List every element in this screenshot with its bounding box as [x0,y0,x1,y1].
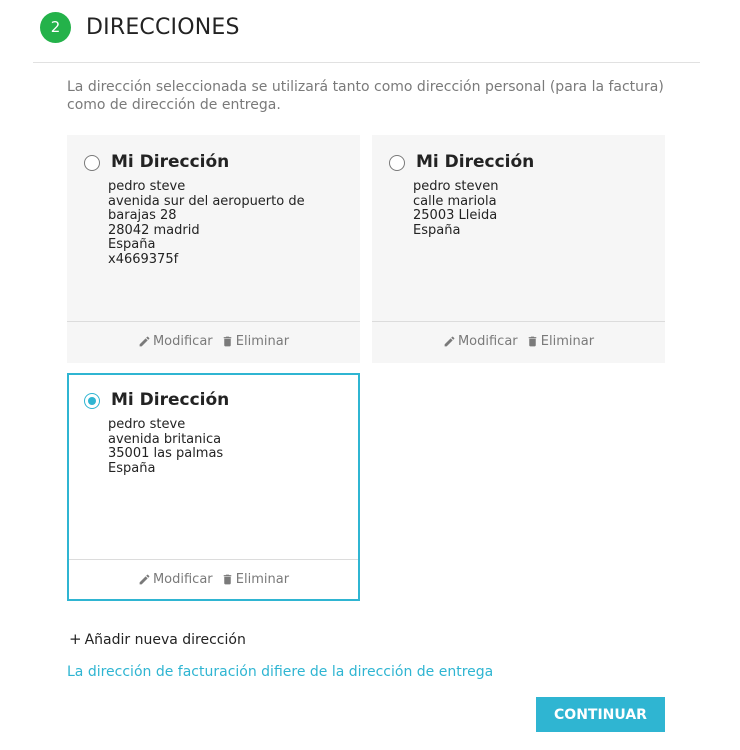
address-line: x4669375f [108,251,179,267]
address-line: España [108,237,156,252]
delete-label: Eliminar [235,334,290,349]
header-divider [33,62,700,63]
address-alias: Mi Dirección [416,152,535,172]
trash-icon [221,573,234,586]
address-lines [413,180,643,238]
address-line: avenida sur del aeropuerto de [108,193,305,209]
pencil-icon [138,335,151,348]
address-line: 35001 las palmas [108,446,224,461]
add-address-link[interactable] [69,630,246,648]
address-line: avenida britanica [108,431,222,447]
edit-label: Modificar [457,334,518,349]
address-lines [108,180,338,267]
continue-button[interactable]: CONTINUAR [536,697,665,732]
address-line: España [108,460,156,476]
add-address-label: Añadir nueva dirección [84,632,246,648]
step-number-badge: 2 [40,12,71,43]
card-footer-divider [67,321,360,322]
step-title: DIRECCIONES [86,14,240,40]
edit-label: Modificar [152,334,213,349]
address-line: pedro steven [413,179,499,194]
address-line: 28042 madrid [108,222,200,238]
edit-address-button[interactable] [138,334,213,349]
address-alias: Mi Dirección [111,152,230,172]
address-card[interactable] [372,135,665,363]
address-alias: Mi Dirección [111,390,230,410]
address-radio-checked[interactable] [84,393,100,409]
pencil-icon [443,335,456,348]
delete-label: Eliminar [540,334,595,349]
edit-address-button[interactable] [138,572,213,587]
different-billing-address-link[interactable]: La dirección de facturación difiere de la dirección de entrega [67,664,494,680]
address-radio[interactable] [389,155,405,171]
address-radio[interactable] [84,155,100,171]
pencil-icon [138,573,151,586]
card-actions [69,572,358,590]
plus-icon: + [69,630,82,648]
address-lines [108,418,338,476]
step-header [40,10,240,44]
delete-address-button[interactable] [221,334,289,349]
address-line: 25003 Lleida [413,208,498,223]
address-line: pedro steve [108,179,186,194]
edit-label: Modificar [152,572,213,587]
address-line: barajas 28 [108,208,177,223]
edit-address-button[interactable] [443,334,518,349]
delete-address-button[interactable] [526,334,594,349]
trash-icon [526,335,539,348]
card-actions [67,334,360,352]
address-card-selected[interactable] [67,373,360,601]
address-card[interactable] [67,135,360,363]
card-actions [372,334,665,352]
card-footer-divider [69,559,358,560]
address-line: calle mariola [413,193,497,209]
delete-label: Eliminar [235,572,290,587]
delete-address-button[interactable] [221,572,289,587]
address-line: pedro steve [108,417,186,432]
trash-icon [221,335,234,348]
card-footer-divider [372,321,665,322]
address-line: España [413,222,461,238]
intro-text: La dirección seleccionada se utilizará tanto como dirección personal (para la factura) como de dirección de entrega. [67,79,664,113]
